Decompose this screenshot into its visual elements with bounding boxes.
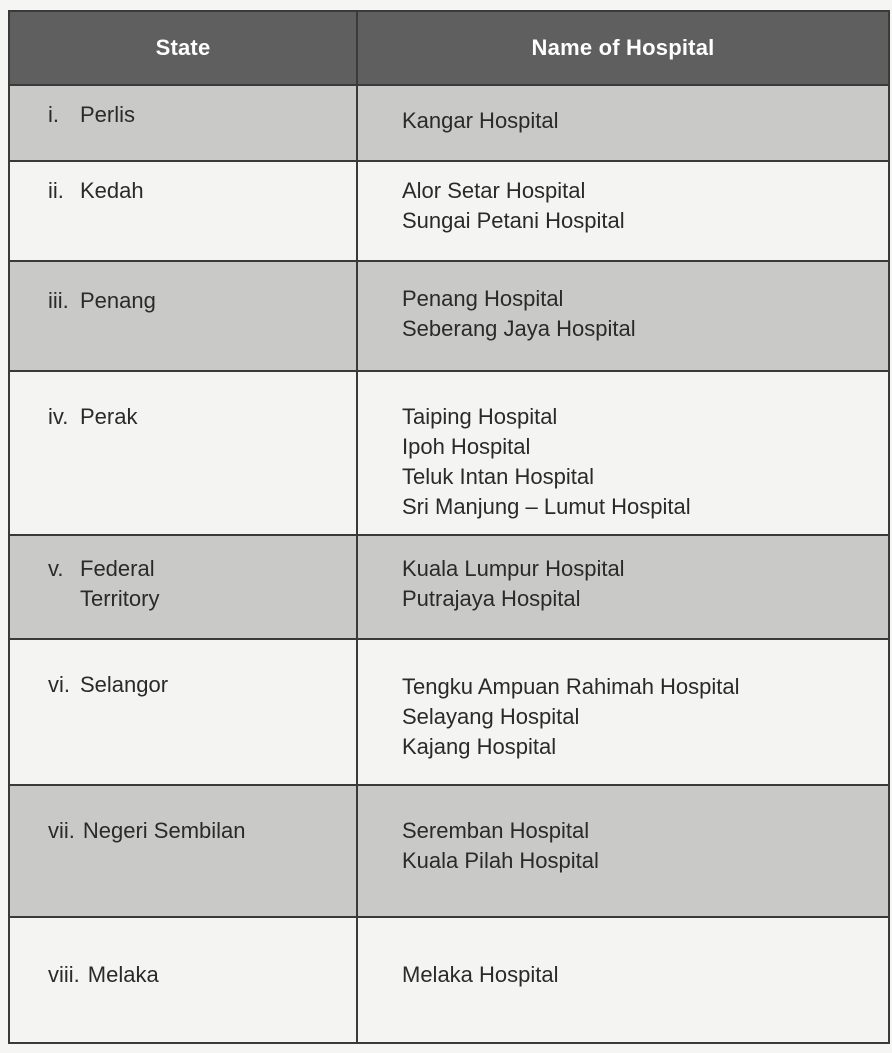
hospital-name: Kangar Hospital — [402, 108, 559, 133]
state-name: Penang — [80, 288, 156, 313]
table-header-row — [9, 11, 889, 85]
hospital-name: Teluk Intan Hospital — [402, 464, 594, 489]
hospital-cell — [357, 161, 889, 261]
state-name: Melaka — [87, 962, 159, 987]
state-name: Negeri Sembilan — [82, 818, 246, 843]
state-cell — [9, 535, 357, 639]
state-cell — [9, 917, 357, 1043]
state-name: Perak — [80, 404, 138, 429]
hospital-cell — [357, 371, 889, 535]
hospital-cell — [357, 535, 889, 639]
state-cell — [9, 371, 357, 535]
hospital-cell — [357, 785, 889, 917]
header-hospital: Name of Hospital — [357, 11, 889, 85]
table-row — [9, 535, 889, 639]
state-cell — [9, 161, 357, 261]
table-row — [9, 639, 889, 785]
row-number: iii. — [48, 288, 69, 313]
hospital-name: Alor Setar Hospital — [402, 178, 586, 203]
table-row — [9, 261, 889, 371]
state-name: Kedah — [80, 178, 144, 203]
row-number: vii. — [48, 818, 75, 843]
table-row — [9, 785, 889, 917]
hospital-name: Seremban Hospital — [402, 818, 590, 843]
row-number: vi. — [48, 672, 70, 697]
hospital-name: Selayang Hospital — [402, 704, 580, 729]
table-body — [9, 85, 889, 1043]
row-number: v. — [48, 556, 64, 581]
hospital-name: Ipoh Hospital — [402, 434, 531, 459]
hospital-name: Tengku Ampuan Rahimah Hospital — [402, 674, 740, 699]
state-name: Perlis — [80, 102, 136, 127]
state-cell — [9, 85, 357, 161]
hospital-table — [8, 10, 890, 1044]
hospital-cell — [357, 85, 889, 161]
hospital-name: Putrajaya Hospital — [402, 586, 581, 611]
hospital-cell — [357, 639, 889, 785]
hospital-name: Kajang Hospital — [402, 734, 557, 759]
hospital-name: Seberang Jaya Hospital — [402, 316, 636, 341]
hospital-name: Melaka Hospital — [402, 962, 559, 987]
table-row — [9, 371, 889, 535]
hospital-name: Sri Manjung – Lumut Hospital — [402, 494, 691, 519]
hospital-name: Sungai Petani Hospital — [402, 208, 625, 233]
table-row — [9, 917, 889, 1043]
state-cell — [9, 785, 357, 917]
state-cell — [9, 639, 357, 785]
hospital-cell — [357, 261, 889, 371]
hospital-name: Penang Hospital — [402, 286, 564, 311]
table-row — [9, 161, 889, 261]
state-name: Federal — [80, 556, 155, 581]
state-name-cont: Territory — [80, 586, 160, 611]
table-row — [9, 85, 889, 161]
row-number: iv. — [48, 404, 69, 429]
hospital-name: Kuala Lumpur Hospital — [402, 556, 625, 581]
hospital-name: Taiping Hospital — [402, 404, 558, 429]
header-state: State — [9, 11, 357, 85]
hospital-name: Kuala Pilah Hospital — [402, 848, 599, 873]
state-name: Selangor — [80, 672, 169, 697]
hospital-cell — [357, 917, 889, 1043]
state-cell — [9, 261, 357, 371]
row-number: ii. — [48, 178, 64, 203]
row-number: i. — [48, 102, 59, 127]
row-number: viii. — [48, 962, 80, 987]
